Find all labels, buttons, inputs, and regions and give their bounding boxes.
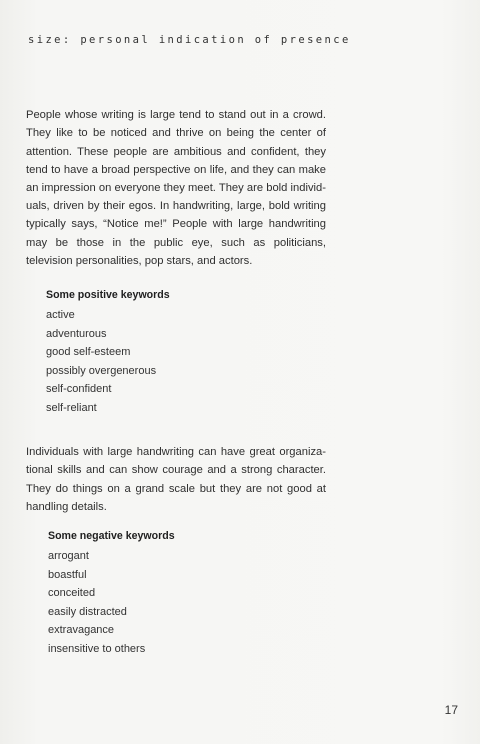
keyword-item: easily distracted bbox=[48, 605, 127, 618]
keyword-item: extravagance bbox=[48, 624, 115, 636]
keyword-item: good self-esteem bbox=[46, 346, 131, 358]
positive-keywords-list bbox=[46, 306, 246, 417]
keyword-item: self-confident bbox=[46, 383, 112, 395]
positive-keywords-section bbox=[46, 288, 246, 417]
keyword-item: possibly overgenerous bbox=[46, 364, 157, 377]
keyword-item: adventurous bbox=[46, 327, 107, 340]
negative-keywords-heading: Some negative keywords bbox=[48, 530, 175, 542]
page-number: 17 bbox=[444, 703, 458, 717]
negative-keywords-list bbox=[48, 547, 248, 658]
keyword-item: arrogant bbox=[48, 550, 89, 562]
negative-keywords-section bbox=[48, 529, 248, 658]
second-paragraph: Individuals with large handwriting can have great organiza-tional skills and can show courage and a strong character. They do things on a grand scale but they are not good at handling details. bbox=[26, 446, 326, 513]
keyword-item: conceited bbox=[48, 587, 96, 599]
running-head: size: personal indication of presence bbox=[28, 34, 351, 46]
intro-paragraph: People whose writing is large tend to stand out in a crowd. They like to be noticed and thrive on being the center of attention. These people are ambitious and confident, they tend to have a broad perspective on life, and they can make an impression on everyone they meet. They are bold individ-uals, driven by their egos. In handwriting, large, bold writing typically says, “Notice me!” People with large handwriting may be those in the public eye, such as politicians, television personalities, pop stars, and actors. bbox=[26, 109, 326, 267]
positive-keywords-heading: Some positive keywords bbox=[46, 289, 170, 301]
keyword-item: boastful bbox=[48, 568, 87, 581]
keyword-item: insensitive to others bbox=[48, 642, 146, 655]
keyword-item: self-reliant bbox=[46, 401, 97, 414]
keyword-item: active bbox=[46, 309, 75, 321]
